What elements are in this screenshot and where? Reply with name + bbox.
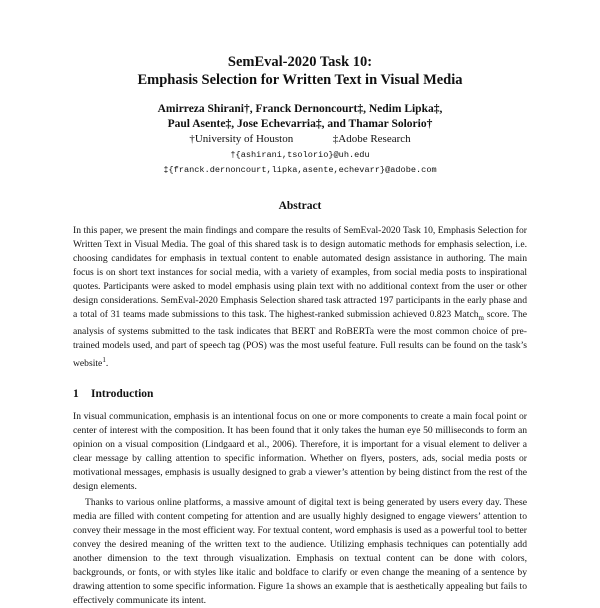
paper-title-line-2: Emphasis Selection for Written Text in Visual Media [137, 72, 463, 88]
intro-paragraph-2: Thanks to various online platforms, a massive amount of digital text is being generated by users every day. These media are filled with content competing for attention and are usually highly designed to engage viewers’ attention to convey their message in the most efficient way. For textual content, word emphasis is used as a powerful tool to better convey the desired meaning of the written text to the audience. Utilizing emphasis techniques can potentially add another dimension to the text through visualization. Emphasis on textual content can be done with colors, backgrounds, or fonts, or with styles like italic and boldface to clarify or even change the meaning of a sentence by drawing attention to some specific information. Figure 1a shows an example that is aesthetically appealing but fails to effectively communicate its intent. [73, 497, 527, 606]
abstract-text-part-1: In this paper, we present the main findings and compare the results of SemEval-2020 Task 10, Emphasis Selection for Written Text in Visual Media. The goal of this shared task is to design automatic methods for emphasis selection, i.e. choosing candidates for emphasis in textual content to enable automated design assistance in authoring. The main focus is on short text instances for social media, with a variety of examples, from social media posts to inspirational quotes. Participants were asked to model emphasis using plain text with no additional context from the user or other design considerations. SemEval-2020 Emphasis Selection shared task attracted 197 participants in the early phase and a total of 31 teams made submissions to this task. The highest-ranked submission achieved 0.823 Match [73, 225, 527, 320]
section-number: 1 [73, 388, 79, 400]
affiliation-adobe: ‡Adobe Research [332, 133, 411, 145]
intro-paragraph-1: In visual communication, emphasis is an intentional focus on one or more components to create a main focal point or center of interest with the composition. It has been found that it only takes the human eye 50 milliseconds to form an opinion on a visual composition (Lindgaard et al., 2006). Therefore, it is important for a visual element to deliver a clear message by calling attention to specific information. Whether on flyers, posters, ads, social media posts or motivational messages, emphasis is usually designed to grab a viewer’s attention by being distinct from the rest of the design elements. [73, 411, 527, 492]
match-subscript: m [478, 313, 484, 322]
email-adobe: ‡{franck.dernoncourt,lipka,asente,echevarr}@adobe.com [163, 165, 437, 175]
footnote-mark: 1 [102, 355, 106, 364]
paper-title-line-1: SemEval-2020 Task 10: [227, 54, 373, 70]
section-heading [73, 388, 153, 400]
abstract-heading: Abstract [278, 200, 322, 212]
email-houston: †{ashirani,tsolorio}@uh.edu [230, 150, 370, 160]
section-title: Introduction [91, 388, 154, 400]
affiliation-houston: †University of Houston [189, 133, 294, 145]
abstract-text [73, 224, 527, 371]
abstract-text-part-2: score. The analysis of systems submitted to the task indicates that BERT and RoBERTa were the most common choice of pre-trained models used, and part of speech tag (POS) was the most useful feature. Full results can be found on the task’s website [73, 309, 528, 370]
abstract-text-end: . [105, 358, 109, 370]
authors-line-2: Paul Asente‡, Jose Echevarria‡, and Thamar Solorio† [167, 118, 433, 130]
authors-line-1: Amirreza Shirani†, Franck Dernoncourt‡, Nedim Lipka‡, [157, 103, 443, 115]
introduction-body [73, 410, 527, 608]
affiliations [0, 132, 600, 146]
